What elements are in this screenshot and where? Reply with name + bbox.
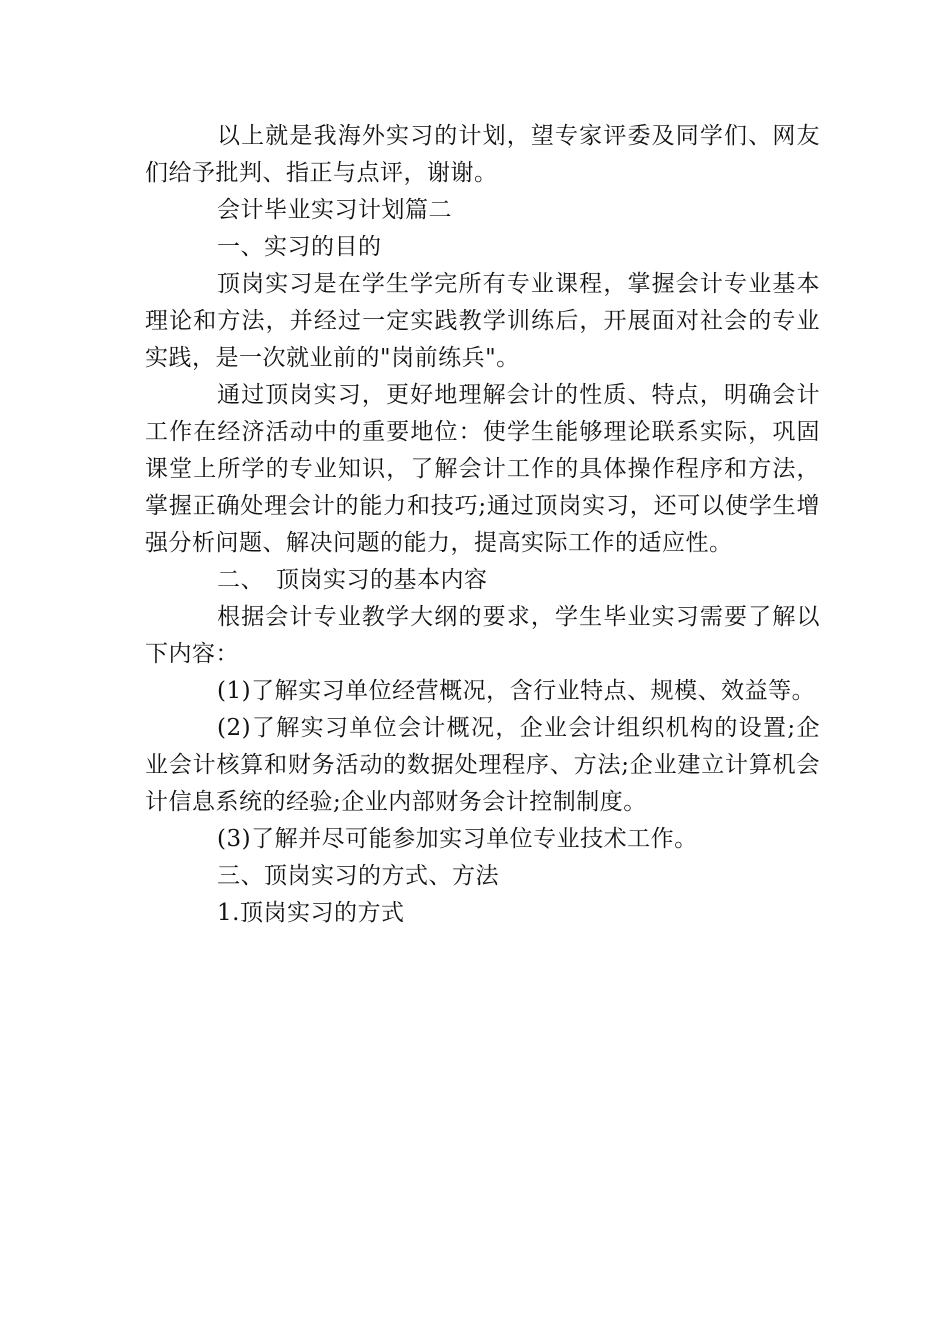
list-item-2: (2)了解实习单位会计概况，企业会计组织机构的设置;企业会计核算和财务活动的数据处理程序、方法;企业建立计算机会计信息系统的经验;企业内部财务会计控制制度。 [145, 715, 820, 815]
paragraph-content-intro: 根据会计专业教学大纲的要求，学生毕业实习需要了解以下内容： [145, 604, 820, 667]
list-item-1: (1)了解实习单位经营概况，含行业特点、规模、效益等。 [217, 678, 816, 704]
section-heading-purpose: 一、实习的目的 [217, 234, 382, 260]
paragraph-closing-remarks: 以上就是我海外实习的计划，望专家评委及同学们、网友们给予批判、指正与点评，谢谢。 [145, 123, 820, 186]
subsection-heading-mode: 1.顶岗实习的方式 [217, 900, 405, 926]
list-item-3: (3)了解并尽可能参加实习单位专业技术工作。 [217, 826, 698, 852]
document-title: 会计毕业实习计划篇二 [217, 197, 452, 223]
paragraph-purpose-intro: 顶岗实习是在学生学完所有专业课程，掌握会计专业基本理论和方法，并经过一定实践教学训练后，开展面对社会的专业实践，是一次就业前的"岗前练兵"。 [145, 271, 820, 371]
section-heading-content: 二、 顶岗实习的基本内容 [217, 567, 488, 593]
paragraph-purpose-detail: 通过顶岗实习，更好地理解会计的性质、特点，明确会计工作在经济活动中的重要地位：使学生能够理论联系实际，巩固课堂上所学的专业知识，了解会计工作的具体操作程序和方法，掌握正确处理会计的能力和技巧;通过顶岗实习，还可以使学生增强分析问题、解决问题的能力，提高实际工作的适应性。 [145, 382, 820, 556]
document-body [145, 118, 820, 932]
section-heading-methods: 三、顶岗实习的方式、方法 [217, 863, 499, 889]
